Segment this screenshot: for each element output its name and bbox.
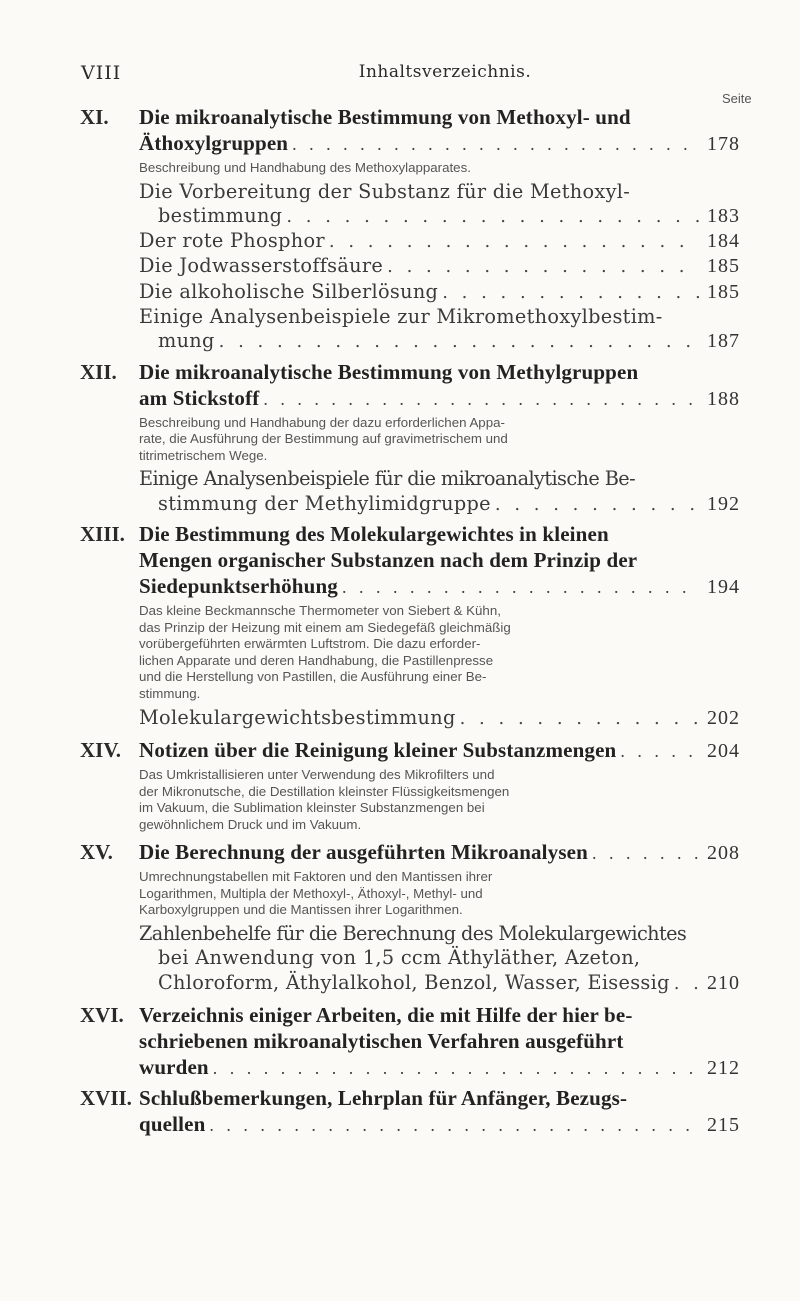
section-title-text: Einige Analysenbeispiele für die mikroanalytische Be- xyxy=(139,467,636,491)
description-line: im Vakuum, die Sublimation kleinster Substanzmengen bei xyxy=(139,800,485,816)
page-reference: 204 xyxy=(707,739,740,762)
description-line: Karboxylgruppen und die Mantissen ihrer Logarithmen. xyxy=(139,902,463,918)
chapter-title-line xyxy=(139,737,740,764)
chapter-title-line xyxy=(139,104,740,130)
description-line: Umrechnungstabellen mit Faktoren und den Mantissen ihrer xyxy=(139,869,493,885)
chapter-title-text: Notizen über die Reinigung kleiner Substanzmengen xyxy=(139,737,617,762)
toc-chapter xyxy=(80,1002,740,1081)
section-title-text: stimmung der Methylimidgruppe xyxy=(158,491,491,515)
chapter-title-text: schriebenen mikroanalytischen Verfahren ausgeführt xyxy=(139,1028,624,1053)
chapter-title-line xyxy=(139,1085,740,1111)
chapter-body xyxy=(139,521,740,731)
section-title-text: Chloroform, Äthylalkohol, Benzol, Wasser, Eisessig xyxy=(158,970,670,994)
section-title-line xyxy=(139,467,740,491)
section-title-text: Zahlenbehelfe für die Berechnung des Molekulargewichtes xyxy=(139,922,687,946)
chapter-title-line xyxy=(139,1054,740,1081)
section-title-text: bei Anwendung von 1,5 ccm Äthyläther, Azeton, xyxy=(158,946,641,970)
chapter-title-text: Siedepunktserhöhung xyxy=(139,574,338,599)
chapter-title-line xyxy=(139,521,740,547)
chapter-title-line xyxy=(139,1002,740,1028)
section-entry xyxy=(139,254,740,279)
description-line: stimmung. xyxy=(139,686,201,702)
chapter-title-line xyxy=(139,359,740,385)
dot-leader xyxy=(620,738,700,764)
page-number: VIII xyxy=(81,62,122,84)
chapter-number: XI. xyxy=(80,105,109,129)
chapter-number: XVI. xyxy=(80,1002,124,1027)
chapter-title-line xyxy=(139,573,740,600)
dot-leader xyxy=(213,1055,700,1081)
toc-chapter xyxy=(80,839,740,996)
dot-leader xyxy=(263,386,700,412)
toc-chapter xyxy=(80,1085,740,1138)
section-title-text: mung xyxy=(158,329,215,353)
chapter-number: XII. xyxy=(80,359,117,384)
dot-leader xyxy=(292,131,700,157)
section-entry xyxy=(139,180,740,230)
description-line: Logarithmen, Multipla der Methoxyl-, Äthoxyl-, Methyl- und xyxy=(139,885,483,901)
section-title-text: Einige Analysenbeispiele zur Mikromethoxylbestim- xyxy=(139,305,663,329)
page-reference: 184 xyxy=(707,230,740,253)
description-line: rate, die Ausführung der Bestimmung auf gravimetrischem und xyxy=(139,431,508,447)
chapter-title-text: quellen xyxy=(139,1111,206,1136)
page-reference: 183 xyxy=(707,204,740,227)
chapter-body xyxy=(139,1002,740,1081)
description-line: Das Umkristallisieren unter Verwendung des Mikrofilters und xyxy=(139,766,495,782)
chapter-title-line xyxy=(139,1111,740,1138)
section-title-line xyxy=(139,706,740,731)
chapter-number: XIV. xyxy=(80,737,122,762)
page-reference: 210 xyxy=(707,971,740,994)
page-reference: 185 xyxy=(707,280,740,303)
page-reference: 212 xyxy=(707,1056,740,1079)
dot-leader xyxy=(592,840,700,866)
dot-leader xyxy=(387,255,700,279)
page-reference: 188 xyxy=(707,387,740,410)
section-title-line xyxy=(139,492,740,517)
toc-chapter xyxy=(80,521,740,731)
section-entry xyxy=(139,229,740,254)
section-title-line xyxy=(139,946,740,970)
chapter-number: XV. xyxy=(80,840,113,865)
dot-leader xyxy=(329,230,700,254)
section-title-line xyxy=(139,204,740,229)
chapter-title-text: Verzeichnis einiger Arbeiten, die mit Hilfe der hier be- xyxy=(139,1002,633,1027)
dot-leader xyxy=(674,972,700,996)
section-title-line xyxy=(139,254,740,279)
page-reference: 185 xyxy=(707,255,740,278)
page-reference: 187 xyxy=(707,330,740,353)
chapter-title-text: Mengen organischer Substanzen nach dem Prinzip der xyxy=(139,548,638,573)
section-title-text: bestimmung xyxy=(158,203,283,227)
page-column-label: Seite xyxy=(722,91,752,106)
section-entry xyxy=(139,305,740,355)
dot-leader xyxy=(460,707,700,731)
page-reference: 215 xyxy=(707,1113,740,1136)
chapter-body xyxy=(139,839,740,996)
section-title-line xyxy=(139,280,740,305)
dot-leader xyxy=(219,330,700,354)
chapter-description xyxy=(139,160,740,177)
chapter-title-text: Die mikroanalytische Bestimmung von Methoxyl- und xyxy=(139,105,631,129)
description-line: Beschreibung und Handhabung der dazu erforderlichen Appa- xyxy=(139,414,505,430)
section-title-line xyxy=(139,180,740,204)
section-title-line xyxy=(139,329,740,354)
description-line: der Mikronutsche, die Destillation kleinster Flüssigkeitsmengen xyxy=(139,783,510,799)
chapter-number: XVII. xyxy=(80,1085,132,1110)
chapter-title-text: wurden xyxy=(139,1054,209,1079)
description-line: das Prinzip der Heizung mit einem am Siedegefäß gleichmäßig xyxy=(139,619,511,635)
chapter-description xyxy=(139,415,740,465)
chapter-body xyxy=(139,104,740,355)
description-line: titrimetrischem Wege. xyxy=(139,447,268,463)
chapter-body xyxy=(139,359,740,517)
section-title-text: Molekulargewichtsbestimmung xyxy=(139,705,456,729)
chapter-description xyxy=(139,767,740,833)
toc-chapter xyxy=(80,359,740,517)
toc-chapter xyxy=(80,737,740,833)
section-title-line xyxy=(139,971,740,996)
section-title-text: Der rote Phosphor xyxy=(139,229,325,253)
description-line: gewöhnlichem Druck und im Vakuum. xyxy=(139,816,362,832)
table-of-contents xyxy=(80,104,740,1138)
dot-leader xyxy=(495,493,700,517)
chapter-description xyxy=(139,869,740,919)
description-line: lichen Apparate und deren Handhabung, die Pastillenpresse xyxy=(139,652,494,668)
dot-leader xyxy=(342,574,700,600)
chapter-title-text: Äthoxylgruppen xyxy=(139,131,289,155)
section-title-line xyxy=(139,305,740,329)
section-title-text: Die Vorbereitung der Substanz für die Methoxyl- xyxy=(139,179,631,203)
chapter-title-text: Schlußbemerkungen, Lehrplan für Anfänger, Bezugs- xyxy=(139,1085,628,1110)
chapter-title-line xyxy=(139,1028,740,1054)
chapter-title-text: Die Berechnung der ausgeführten Mikroanalysen xyxy=(139,840,588,865)
toc-chapter xyxy=(80,104,740,355)
page-reference: 202 xyxy=(707,706,740,729)
chapter-title-line xyxy=(139,385,740,412)
dot-leader xyxy=(209,1112,700,1138)
section-title-text: Die Jodwasserstoffsäure xyxy=(139,254,384,278)
chapter-title-line xyxy=(139,547,740,573)
dot-leader xyxy=(286,205,700,229)
section-entry xyxy=(139,467,740,517)
chapter-body xyxy=(139,737,740,833)
chapter-number: XIII. xyxy=(80,522,125,547)
section-entry xyxy=(139,706,740,731)
chapter-title-text: Die Bestimmung des Molekulargewichtes in kleinen xyxy=(139,522,609,547)
page-reference: 208 xyxy=(707,842,740,865)
description-line: Beschreibung und Handhabung des Methoxylapparates. xyxy=(139,160,471,175)
page-reference: 194 xyxy=(707,576,740,599)
chapter-body xyxy=(139,1085,740,1138)
chapter-title-line xyxy=(139,839,740,866)
page-reference: 178 xyxy=(707,133,740,155)
running-title: Inhaltsverzeichnis. xyxy=(358,62,532,82)
section-title-line xyxy=(139,922,740,946)
chapter-title-text: Die mikroanalytische Bestimmung von Methylgruppen xyxy=(139,359,639,384)
chapter-title-text: am Stickstoff xyxy=(139,385,260,410)
section-title-line xyxy=(139,229,740,254)
description-line: und die Herstellung von Pastillen, die Ausführung einer Be- xyxy=(139,669,487,685)
section-title-text: Die alkoholische Silberlösung xyxy=(139,279,439,303)
chapter-description xyxy=(139,603,740,703)
dot-leader xyxy=(442,281,700,305)
section-entry xyxy=(139,280,740,305)
description-line: Das kleine Beckmannsche Thermometer von Siebert & Kühn, xyxy=(139,603,501,619)
description-line: vorübergeführten erwärmten Luftstrom. Die dazu erforder- xyxy=(139,636,481,652)
page-reference: 192 xyxy=(707,492,740,515)
chapter-title-line xyxy=(139,130,740,157)
section-entry xyxy=(139,922,740,996)
